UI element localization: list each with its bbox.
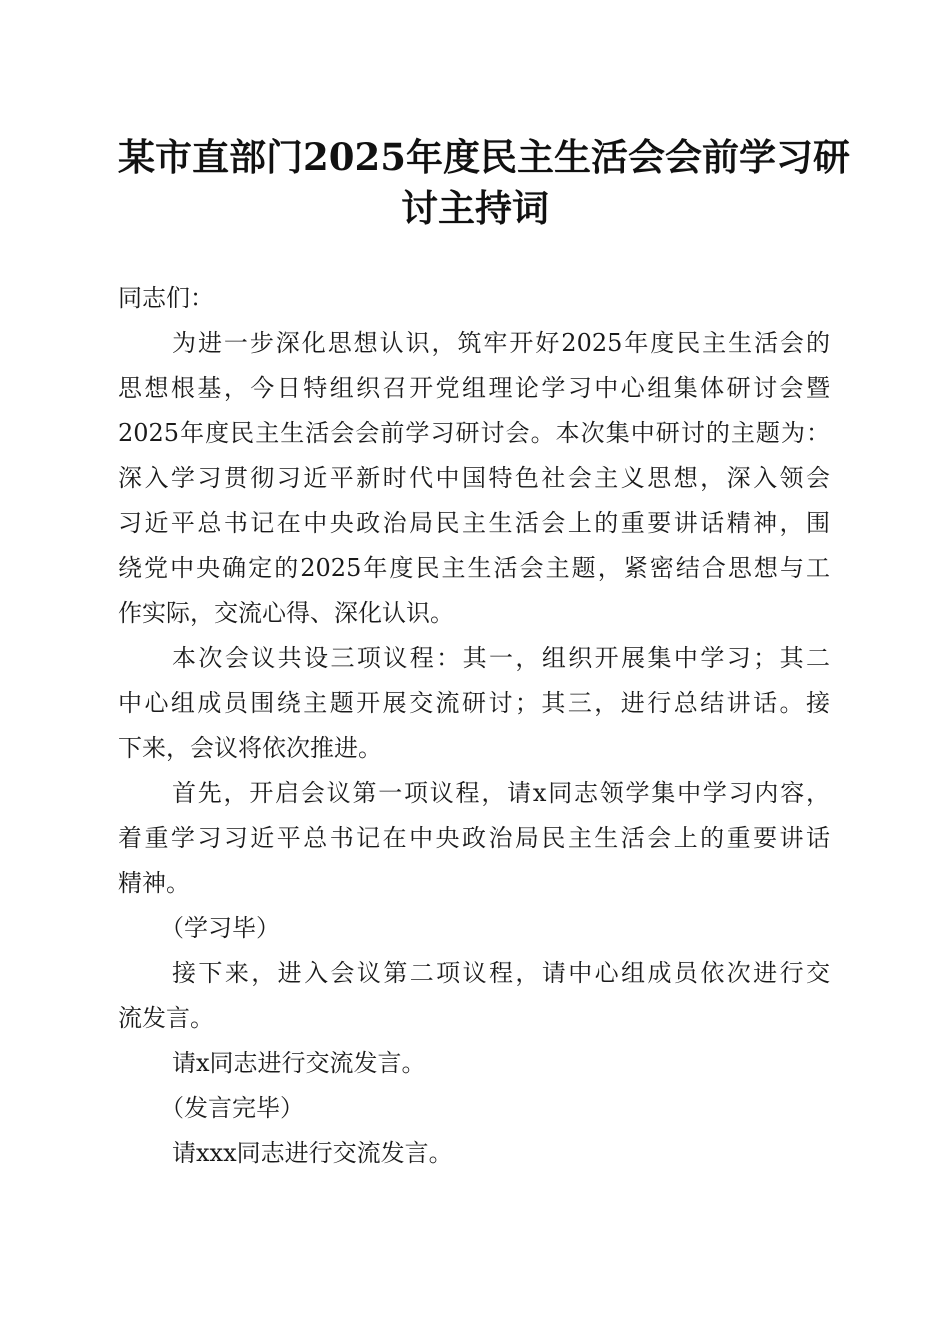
document-body [118, 276, 830, 1176]
paragraph-first-item [118, 771, 830, 906]
paragraph-line: 流发言。 [118, 1004, 214, 1032]
paragraph-line: 思想根基，今日特组织召开党组理论学习中心组集体研讨会暨 [118, 374, 830, 402]
paragraph-line: 深入学习贯彻习近平新时代中国特色社会主义思想，深入领会 [118, 464, 830, 492]
paragraph-line: 着重学习习近平总书记在中央政治局民主生活会上的重要讲话 [118, 824, 830, 852]
speaker-x-line: 请x同志进行交流发言。 [172, 1049, 426, 1077]
speaker-xxx-line: 请xxx同志进行交流发言。 [172, 1139, 453, 1167]
paragraph-line: 本次会议共设三项议程：其一，组织开展集中学习；其二 [172, 644, 830, 672]
paragraph-line: 下来，会议将依次推进。 [118, 734, 382, 762]
paragraph-intro [118, 321, 830, 636]
note-speech-done: （发言完毕） [160, 1094, 304, 1122]
paragraph-line: 2025年度民主生活会会前学习研讨会。本次集中研讨的主题为： [118, 419, 830, 447]
paragraph-line: 作实际，交流心得、深化认识。 [118, 599, 454, 627]
document-title [118, 132, 850, 234]
note-study-done: （学习毕） [160, 914, 280, 942]
paragraph-line: 首先，开启会议第一项议程，请x同志领学集中学习内容， [172, 779, 830, 807]
title-line-2: 讨主持词 [401, 186, 549, 230]
paragraph-line: 精神。 [118, 869, 190, 897]
paragraph-line: 习近平总书记在中央政治局民主生活会上的重要讲话精神，围 [118, 509, 830, 537]
paragraph-line: 为进一步深化思想认识，筑牢开好2025年度民主生活会的 [172, 329, 830, 357]
salutation: 同志们： [118, 284, 214, 312]
paragraph-line: 接下来，进入会议第二项议程，请中心组成员依次进行交 [172, 959, 830, 987]
paragraph-line: 绕党中央确定的2025年度民主生活会主题，紧密结合思想与工 [118, 554, 830, 582]
paragraph-line: 中心组成员围绕主题开展交流研讨；其三，进行总结讲话。接 [118, 689, 830, 717]
paragraph-second-item [118, 951, 830, 1041]
title-line-1: 某市直部门2025年度民主生活会会前学习研 [118, 135, 850, 179]
paragraph-agenda [118, 636, 830, 771]
